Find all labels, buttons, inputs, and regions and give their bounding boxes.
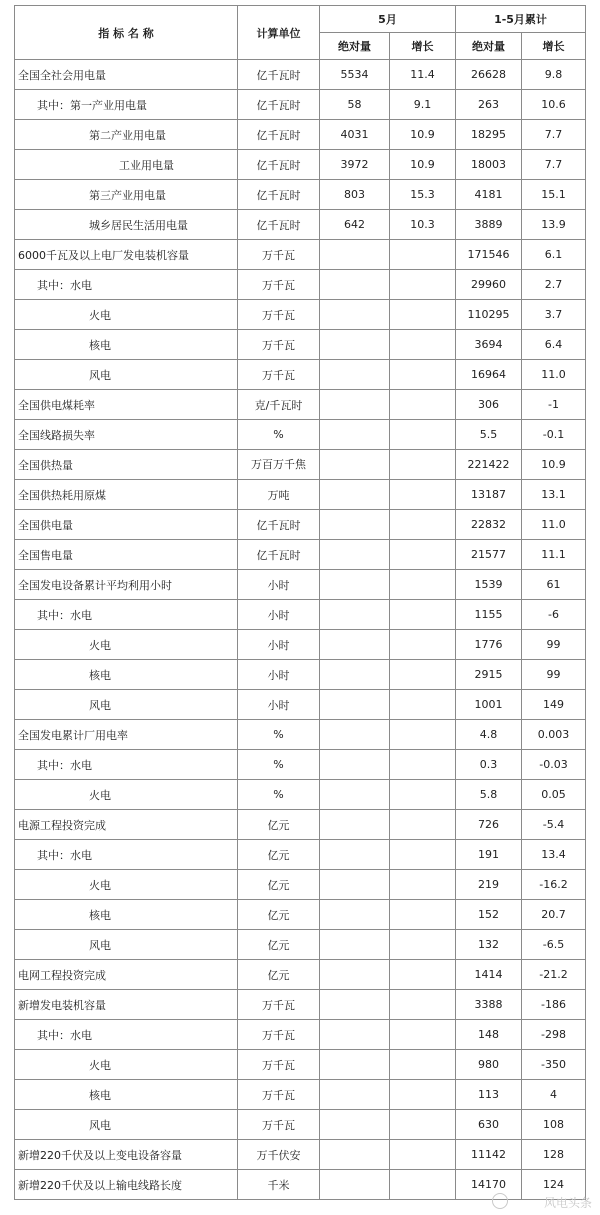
cell-cum-growth: 11.0 [522, 510, 586, 540]
cell-may-growth [390, 840, 456, 870]
table-row [15, 1140, 586, 1170]
cell-cum-growth: 11.1 [522, 540, 586, 570]
cell-indicator-name: 新增220千伏及以上变电设备容量 [15, 1140, 238, 1170]
cell-cum-absolute: 18295 [456, 120, 522, 150]
cell-unit: 小时 [238, 690, 320, 720]
cell-indicator-name: 核电 [15, 660, 238, 690]
table-row [15, 1020, 586, 1050]
cell-may-absolute [320, 390, 390, 420]
cell-indicator-name: 风电 [15, 1110, 238, 1140]
table-row [15, 600, 586, 630]
cell-unit: 亿元 [238, 960, 320, 990]
cell-unit: 万千瓦 [238, 1110, 320, 1140]
cell-may-growth [390, 660, 456, 690]
cell-indicator-name: 其中：水电 [15, 750, 238, 780]
cell-unit: 亿千瓦时 [238, 150, 320, 180]
cell-cum-absolute: 13187 [456, 480, 522, 510]
cell-cum-growth: -16.2 [522, 870, 586, 900]
cell-cum-growth: 4 [522, 1080, 586, 1110]
cell-may-absolute [320, 270, 390, 300]
cell-may-growth [390, 300, 456, 330]
cell-may-absolute: 58 [320, 90, 390, 120]
cell-may-growth [390, 360, 456, 390]
cell-unit: % [238, 780, 320, 810]
table-row [15, 870, 586, 900]
table-row [15, 390, 586, 420]
cell-indicator-name: 风电 [15, 930, 238, 960]
cell-unit: 千米 [238, 1170, 320, 1200]
cell-may-absolute [320, 990, 390, 1020]
cell-cum-absolute: 14170 [456, 1170, 522, 1200]
cell-may-growth [390, 750, 456, 780]
cell-cum-absolute: 3388 [456, 990, 522, 1020]
cell-indicator-name: 新增220千伏及以上输电线路长度 [15, 1170, 238, 1200]
cell-may-absolute: 5534 [320, 60, 390, 90]
cell-unit: 万百万千焦 [238, 450, 320, 480]
cell-indicator-name: 核电 [15, 330, 238, 360]
cell-unit: 万千瓦 [238, 1050, 320, 1080]
table-row [15, 510, 586, 540]
header-may-growth: 增长 [390, 33, 456, 60]
cell-cum-absolute: 132 [456, 930, 522, 960]
cell-cum-absolute: 221422 [456, 450, 522, 480]
cell-cum-absolute: 306 [456, 390, 522, 420]
cell-indicator-name: 其中：水电 [15, 270, 238, 300]
cell-unit: 亿元 [238, 900, 320, 930]
table-row [15, 930, 586, 960]
cell-unit: 万千瓦 [238, 240, 320, 270]
cell-indicator-name: 电网工程投资完成 [15, 960, 238, 990]
cell-may-growth [390, 1140, 456, 1170]
cell-may-absolute [320, 960, 390, 990]
cell-may-absolute [320, 1110, 390, 1140]
cell-cum-absolute: 152 [456, 900, 522, 930]
cell-unit: 亿千瓦时 [238, 90, 320, 120]
cell-may-growth [390, 720, 456, 750]
cell-unit: 亿千瓦时 [238, 210, 320, 240]
cell-may-growth [390, 990, 456, 1020]
cell-may-absolute [320, 810, 390, 840]
cell-may-absolute [320, 450, 390, 480]
cell-may-growth [390, 900, 456, 930]
cell-unit: 万千瓦 [238, 1020, 320, 1050]
cell-unit: % [238, 420, 320, 450]
cell-indicator-name: 全国供电量 [15, 510, 238, 540]
cell-may-absolute [320, 720, 390, 750]
cell-cum-growth: 6.1 [522, 240, 586, 270]
cell-cum-absolute: 4181 [456, 180, 522, 210]
cell-indicator-name: 火电 [15, 1050, 238, 1080]
cell-cum-absolute: 16964 [456, 360, 522, 390]
cell-may-absolute [320, 840, 390, 870]
table-body [15, 60, 586, 1200]
table-row [15, 120, 586, 150]
cell-may-growth [390, 390, 456, 420]
cell-indicator-name: 第三产业用电量 [15, 180, 238, 210]
header-indicator-name: 指 标 名 称 [15, 6, 238, 60]
cell-unit: 亿元 [238, 930, 320, 960]
cell-may-absolute [320, 1080, 390, 1110]
cell-cum-growth: 128 [522, 1140, 586, 1170]
cell-may-growth [390, 1080, 456, 1110]
table-row [15, 750, 586, 780]
cell-may-absolute [320, 330, 390, 360]
table-row [15, 960, 586, 990]
cell-indicator-name: 第二产业用电量 [15, 120, 238, 150]
cell-cum-absolute: 0.3 [456, 750, 522, 780]
cell-may-growth [390, 870, 456, 900]
table-row [15, 240, 586, 270]
cell-cum-growth: 9.8 [522, 60, 586, 90]
cell-indicator-name: 其中：水电 [15, 1020, 238, 1050]
table-row [15, 1080, 586, 1110]
cell-cum-growth: 7.7 [522, 150, 586, 180]
cell-cum-growth: 61 [522, 570, 586, 600]
cell-unit: % [238, 720, 320, 750]
cell-unit: 小时 [238, 600, 320, 630]
cell-may-growth [390, 540, 456, 570]
table-row [15, 90, 586, 120]
header-may-absolute: 绝对量 [320, 33, 390, 60]
cell-cum-absolute: 26628 [456, 60, 522, 90]
cell-may-absolute [320, 870, 390, 900]
table-row [15, 450, 586, 480]
header-may: 5月 [320, 6, 456, 33]
cell-unit: 亿千瓦时 [238, 120, 320, 150]
cell-may-absolute [320, 540, 390, 570]
cell-cum-absolute: 21577 [456, 540, 522, 570]
table-row [15, 270, 586, 300]
cell-unit: 亿千瓦时 [238, 180, 320, 210]
cell-indicator-name: 全国全社会用电量 [15, 60, 238, 90]
cell-may-absolute [320, 480, 390, 510]
cell-cum-absolute: 11142 [456, 1140, 522, 1170]
cell-cum-absolute: 29960 [456, 270, 522, 300]
cell-unit: 亿元 [238, 810, 320, 840]
cell-cum-growth: 108 [522, 1110, 586, 1140]
cell-may-growth: 10.9 [390, 150, 456, 180]
cell-may-absolute [320, 600, 390, 630]
table-row [15, 900, 586, 930]
cell-cum-growth: -0.1 [522, 420, 586, 450]
cell-cum-growth: -0.03 [522, 750, 586, 780]
cell-cum-growth: 6.4 [522, 330, 586, 360]
cell-may-growth: 10.9 [390, 120, 456, 150]
cell-cum-growth: 99 [522, 660, 586, 690]
cell-cum-absolute: 263 [456, 90, 522, 120]
table-row [15, 360, 586, 390]
cell-unit: 小时 [238, 630, 320, 660]
cell-indicator-name: 核电 [15, 900, 238, 930]
cell-may-absolute: 3972 [320, 150, 390, 180]
cell-cum-growth: 99 [522, 630, 586, 660]
table-row [15, 420, 586, 450]
cell-may-absolute [320, 1170, 390, 1200]
cell-cum-absolute: 1155 [456, 600, 522, 630]
cell-cum-growth: 149 [522, 690, 586, 720]
cell-may-absolute: 642 [320, 210, 390, 240]
cell-cum-growth: 10.9 [522, 450, 586, 480]
cell-indicator-name: 电源工程投资完成 [15, 810, 238, 840]
cell-may-absolute [320, 930, 390, 960]
cell-indicator-name: 全国供热量 [15, 450, 238, 480]
cell-cum-growth: 0.05 [522, 780, 586, 810]
table-row [15, 1050, 586, 1080]
cell-may-growth [390, 270, 456, 300]
cell-indicator-name: 火电 [15, 780, 238, 810]
cell-unit: 万吨 [238, 480, 320, 510]
cell-may-growth [390, 630, 456, 660]
header-cum-growth: 增长 [522, 33, 586, 60]
table-row [15, 810, 586, 840]
header-cum-absolute: 绝对量 [456, 33, 522, 60]
cell-cum-absolute: 219 [456, 870, 522, 900]
cell-may-absolute [320, 1020, 390, 1050]
table-row [15, 840, 586, 870]
cell-cum-growth: -6 [522, 600, 586, 630]
cell-may-growth [390, 570, 456, 600]
cell-cum-growth: -350 [522, 1050, 586, 1080]
cell-indicator-name: 全国发电累计厂用电率 [15, 720, 238, 750]
header-row-1 [15, 6, 586, 33]
cell-unit: 万千瓦 [238, 300, 320, 330]
table-row [15, 150, 586, 180]
cell-cum-absolute: 113 [456, 1080, 522, 1110]
cell-cum-absolute: 5.5 [456, 420, 522, 450]
cell-indicator-name: 其中：水电 [15, 600, 238, 630]
cell-unit: 万千瓦 [238, 360, 320, 390]
table-row [15, 180, 586, 210]
table-header [15, 6, 586, 60]
power-statistics-table [14, 5, 586, 1200]
cell-unit: 小时 [238, 660, 320, 690]
cell-may-growth [390, 930, 456, 960]
cell-may-absolute [320, 660, 390, 690]
cell-indicator-name: 其中：水电 [15, 840, 238, 870]
cell-cum-growth: -298 [522, 1020, 586, 1050]
cell-may-absolute [320, 1140, 390, 1170]
cell-cum-absolute: 630 [456, 1110, 522, 1140]
cell-unit: 亿元 [238, 840, 320, 870]
cell-may-growth [390, 600, 456, 630]
cell-cum-growth: 13.4 [522, 840, 586, 870]
cell-indicator-name: 城乡居民生活用电量 [15, 210, 238, 240]
watermark-logo-icon [492, 1193, 508, 1209]
cell-unit: 亿千瓦时 [238, 540, 320, 570]
cell-unit: 亿千瓦时 [238, 60, 320, 90]
table-row [15, 330, 586, 360]
cell-may-absolute [320, 900, 390, 930]
cell-cum-absolute: 191 [456, 840, 522, 870]
cell-cum-absolute: 5.8 [456, 780, 522, 810]
table-row [15, 540, 586, 570]
cell-indicator-name: 全国线路损失率 [15, 420, 238, 450]
cell-cum-absolute: 22832 [456, 510, 522, 540]
cell-may-absolute [320, 360, 390, 390]
cell-cum-growth: 11.0 [522, 360, 586, 390]
cell-may-absolute [320, 570, 390, 600]
cell-indicator-name: 风电 [15, 360, 238, 390]
cell-cum-absolute: 980 [456, 1050, 522, 1080]
cell-may-growth [390, 960, 456, 990]
cell-cum-growth: -1 [522, 390, 586, 420]
cell-may-absolute [320, 240, 390, 270]
cell-cum-absolute: 148 [456, 1020, 522, 1050]
cell-cum-absolute: 18003 [456, 150, 522, 180]
cell-may-growth: 11.4 [390, 60, 456, 90]
cell-indicator-name: 火电 [15, 300, 238, 330]
cell-cum-growth: -186 [522, 990, 586, 1020]
table-row [15, 630, 586, 660]
cell-may-absolute: 803 [320, 180, 390, 210]
cell-indicator-name: 全国供热耗用原煤 [15, 480, 238, 510]
cell-unit: 亿千瓦时 [238, 510, 320, 540]
cell-cum-absolute: 2915 [456, 660, 522, 690]
cell-may-growth [390, 1020, 456, 1050]
cell-unit: 万千瓦 [238, 1080, 320, 1110]
cell-cum-absolute: 171546 [456, 240, 522, 270]
cell-cum-absolute: 3889 [456, 210, 522, 240]
cell-cum-growth: 20.7 [522, 900, 586, 930]
table-row [15, 990, 586, 1020]
cell-may-growth [390, 240, 456, 270]
cell-may-growth [390, 690, 456, 720]
cell-cum-growth: -21.2 [522, 960, 586, 990]
cell-cum-absolute: 4.8 [456, 720, 522, 750]
cell-cum-growth: 2.7 [522, 270, 586, 300]
cell-may-growth [390, 450, 456, 480]
table-row [15, 480, 586, 510]
cell-cum-growth: 13.1 [522, 480, 586, 510]
cell-cum-growth: 0.003 [522, 720, 586, 750]
cell-indicator-name: 全国售电量 [15, 540, 238, 570]
cell-indicator-name: 火电 [15, 870, 238, 900]
cell-cum-growth: -5.4 [522, 810, 586, 840]
cell-may-growth [390, 780, 456, 810]
cell-cum-absolute: 1414 [456, 960, 522, 990]
cell-may-absolute [320, 420, 390, 450]
cell-indicator-name: 全国发电设备累计平均利用小时 [15, 570, 238, 600]
cell-may-absolute [320, 300, 390, 330]
cell-may-growth [390, 1110, 456, 1140]
cell-indicator-name: 核电 [15, 1080, 238, 1110]
cell-cum-growth: -6.5 [522, 930, 586, 960]
cell-unit: 万千瓦 [238, 270, 320, 300]
cell-may-absolute [320, 510, 390, 540]
cell-may-growth: 9.1 [390, 90, 456, 120]
table-row [15, 570, 586, 600]
cell-may-growth [390, 510, 456, 540]
cell-cum-absolute: 1776 [456, 630, 522, 660]
cell-may-growth: 15.3 [390, 180, 456, 210]
header-cumulative: 1-5月累计 [456, 6, 586, 33]
table-row [15, 690, 586, 720]
cell-may-absolute: 4031 [320, 120, 390, 150]
cell-cum-growth: 124 [522, 1170, 586, 1200]
cell-may-growth [390, 480, 456, 510]
cell-may-growth [390, 1170, 456, 1200]
cell-unit: 克/千瓦时 [238, 390, 320, 420]
cell-may-growth [390, 420, 456, 450]
watermark-text: 风电头条 [543, 1196, 592, 1210]
cell-indicator-name: 全国供电煤耗率 [15, 390, 238, 420]
cell-unit: 万千瓦 [238, 330, 320, 360]
cell-cum-absolute: 110295 [456, 300, 522, 330]
table-row [15, 60, 586, 90]
cell-unit: 万千瓦 [238, 990, 320, 1020]
table-row [15, 1110, 586, 1140]
cell-unit: 亿元 [238, 870, 320, 900]
cell-indicator-name: 6000千瓦及以上电厂发电装机容量 [15, 240, 238, 270]
header-unit: 计算单位 [238, 6, 320, 60]
cell-may-growth: 10.3 [390, 210, 456, 240]
cell-cum-growth: 3.7 [522, 300, 586, 330]
cell-indicator-name: 火电 [15, 630, 238, 660]
cell-may-absolute [320, 630, 390, 660]
cell-indicator-name: 风电 [15, 690, 238, 720]
table-row [15, 300, 586, 330]
cell-cum-growth: 7.7 [522, 120, 586, 150]
table-row [15, 720, 586, 750]
table-row [15, 660, 586, 690]
cell-indicator-name: 其中：第一产业用电量 [15, 90, 238, 120]
cell-may-absolute [320, 750, 390, 780]
cell-cum-growth: 15.1 [522, 180, 586, 210]
cell-may-absolute [320, 780, 390, 810]
cell-cum-absolute: 1539 [456, 570, 522, 600]
cell-unit: 万千伏安 [238, 1140, 320, 1170]
cell-indicator-name: 新增发电装机容量 [15, 990, 238, 1020]
cell-unit: % [238, 750, 320, 780]
cell-may-growth [390, 810, 456, 840]
cell-cum-growth: 13.9 [522, 210, 586, 240]
cell-cum-absolute: 726 [456, 810, 522, 840]
cell-may-growth [390, 1050, 456, 1080]
cell-unit: 小时 [238, 570, 320, 600]
cell-cum-growth: 10.6 [522, 90, 586, 120]
cell-may-absolute [320, 1050, 390, 1080]
cell-may-growth [390, 330, 456, 360]
table-row [15, 780, 586, 810]
cell-cum-absolute: 3694 [456, 330, 522, 360]
cell-may-absolute [320, 690, 390, 720]
cell-indicator-name: 工业用电量 [15, 150, 238, 180]
cell-cum-absolute: 1001 [456, 690, 522, 720]
statistics-table-container [14, 5, 585, 1200]
table-row [15, 210, 586, 240]
